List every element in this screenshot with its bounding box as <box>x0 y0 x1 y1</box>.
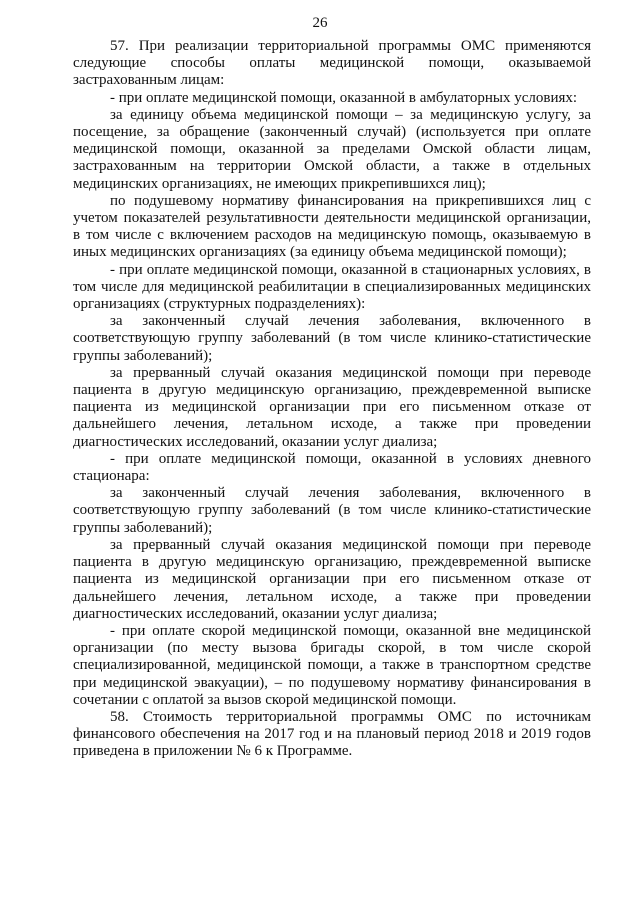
paragraph-inpatient-heading: - при оплате медицинской помощи, оказанной в стационарных условиях, в том числе для медицинской реабилитации в специализированных медицинских организациях (структурных подразделениях): <box>73 261 591 313</box>
paragraph-day-hospital-completed-case: за законченный случай лечения заболевания, включенного в соответствующую группу заболеваний (в том числе клинико-статистические группы заболеваний); <box>73 485 591 536</box>
document-body <box>73 38 591 761</box>
paragraph-ambulance: - при оплате скорой медицинской помощи, оказанной вне медицинской организации (по месту вызова бригады скорой, в том числе скорой специализированной, медицинской помощи, а также в транспортном средстве при медицинской эвакуации), – по подушевому нормативу финансирования в сочетании с оплатой за вызов скорой медицинской помощи. <box>73 622 591 708</box>
paragraph-day-hospital-heading: - при оплате медицинской помощи, оказанной в условиях дневного стационара: <box>73 450 591 485</box>
paragraph-inpatient-interrupted-case: за прерванный случай оказания медицинской помощи при переводе пациента в другую медицинскую организацию, преждевременной выписке пациента из медицинской организации при его письменном отказе от дальнейшего лечения, летальном исходе, а также при проведении диагностических исследований, оказании услуг диализа; <box>73 364 591 450</box>
paragraph-outpatient-per-capita: по подушевому нормативу финансирования на прикрепившихся лиц с учетом показателей результативности деятельности медицинской организации, в том числе с включением расходов на медицинскую помощь, оказываемую в иных медицинских организациях (за единицу объема медицинской помощи); <box>73 192 591 261</box>
paragraph-day-hospital-interrupted-case: за прерванный случай оказания медицинской помощи при переводе пациента в другую медицинскую организацию, преждевременной выписке пациента из медицинской организации при его письменном отказе от дальнейшего лечения, летальном исходе, а также при проведении диагностических исследований, оказании услуг диализа; <box>73 536 591 622</box>
paragraph-inpatient-completed-case: за законченный случай лечения заболевания, включенного в соответствующую группу заболеваний (в том числе клинико-статистические группы заболеваний); <box>73 313 591 364</box>
paragraph-57-intro: 57. При реализации территориальной программы ОМС применяются следующие способы оплаты медицинской помощи, оказываемой застрахованным лицам: <box>73 38 591 89</box>
paragraph-outpatient-heading: - при оплате медицинской помощи, оказанной в амбулаторных условиях: <box>110 89 578 106</box>
paragraph-outpatient-unit: за единицу объема медицинской помощи – за медицинскую услугу, за посещение, за обращение (законченный случай) (используется при оплате медицинской помощи, оказанной за пределами Омской области лицам, застрахованным на территории Омской области, а также в отдельных медицинских организациях, не имеющих прикрепившихся лиц); <box>73 106 591 192</box>
paragraph-58-cost: 58. Стоимость территориальной программы ОМС по источникам финансового обеспечения на 2017 год и на плановый период 2018 и 2019 годов приведена в приложении № 6 к Программе. <box>73 708 591 760</box>
page-number: 26 <box>312 15 328 31</box>
